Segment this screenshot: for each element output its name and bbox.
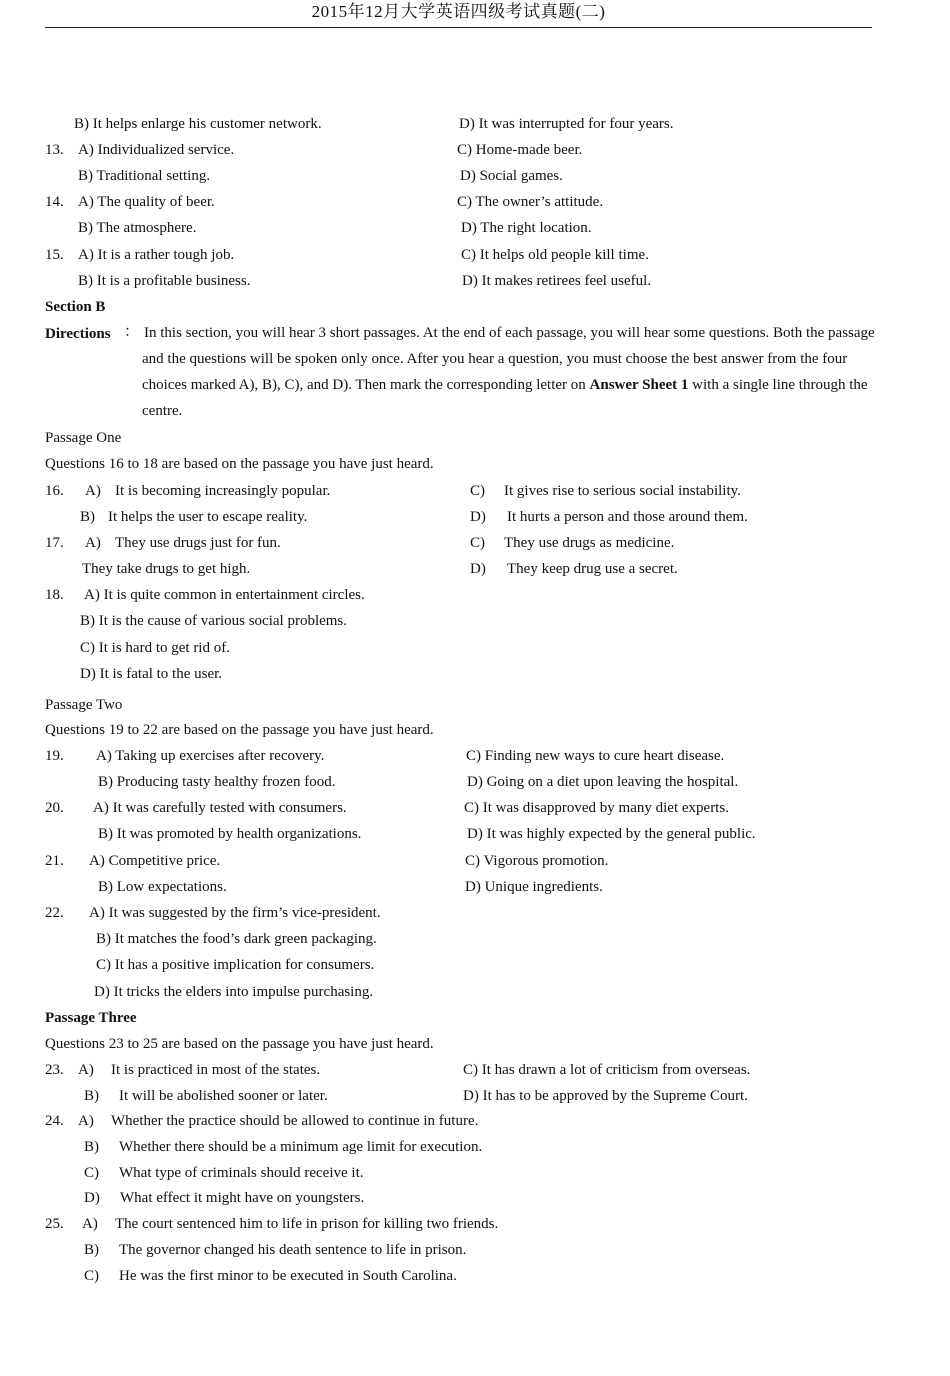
q18-option-c: C) It is hard to get rid of. [80,640,230,656]
q13-option-a: A) Individualized service. [78,142,235,158]
q19-option-c: C) Finding new ways to cure heart disease. [466,748,725,764]
q14-option-a: A) The quality of beer. [78,194,215,210]
q20-option-c: C) It was disapproved by many diet experts. [464,800,729,816]
q24-option-c: What type of criminals should receive it. [119,1165,364,1181]
q15-number: 15. [45,247,64,263]
q23-option-b: It will be abolished sooner or later. [119,1088,328,1104]
directions-text-pre: In this section, you will hear 3 short passages. At the end of each passage, you will hear some questions. Both the passage and the questions will be spoken only once. After you hear a question, you must choose the best answer from the four choices marked A), B), C), and D). Then mark the corresponding letter on [142,325,875,393]
q15-option-b: B) It is a profitable business. [78,273,251,289]
q20-option-d: D) It was highly expected by the general public. [467,826,756,842]
q22-option-c: C) It has a positive implication for consumers. [96,957,375,973]
q13-number: 13. [45,142,64,158]
q13-option-c: C) Home-made beer. [457,142,583,158]
passage-three-intro: Questions 23 to 25 are based on the passage you have just heard. [45,1036,434,1052]
q19-option-d: D) Going on a diet upon leaving the hospital. [467,774,739,790]
q15-option-a: A) It is a rather tough job. [78,247,235,263]
q25-label-a: A) [82,1216,98,1232]
q23-option-d: D) It has to be approved by the Supreme Court. [463,1088,748,1104]
q15-option-d: D) It makes retirees feel useful. [462,273,652,289]
q12-option-d: D) It was interrupted for four years. [459,116,674,132]
q25-label-b: B) [84,1242,99,1258]
q17-label-a: A) [85,535,101,551]
q16-option-b: It helps the user to escape reality. [108,509,308,525]
q22-number: 22. [45,905,64,921]
q18-option-d: D) It is fatal to the user. [80,666,223,682]
q17-option-b: They take drugs to get high. [82,561,251,577]
directions-text [142,320,880,424]
q17-number: 17. [45,535,64,551]
q18-option-b: B) It is the cause of various social problems. [80,613,348,629]
q16-label-d: D) [470,509,486,525]
q20-option-a: A) It was carefully tested with consumers. [93,800,347,816]
q23-option-c: C) It has drawn a lot of criticism from overseas. [463,1062,751,1078]
passage-one-title: Passage One [45,430,122,446]
q22-option-b: B) It matches the food’s dark green packaging. [96,931,377,947]
q17-option-c: They use drugs as medicine. [504,535,675,551]
q16-option-c: It gives rise to serious social instability. [504,483,741,499]
q16-option-d: It hurts a person and those around them. [507,509,748,525]
q17-option-d: They keep drug use a secret. [507,561,678,577]
q24-option-a: Whether the practice should be allowed to continue in future. [111,1113,479,1129]
q13-option-d: D) Social games. [460,168,563,184]
q20-number: 20. [45,800,64,816]
q23-option-a: It is practiced in most of the states. [111,1062,321,1078]
q23-label-b: B) [84,1088,99,1104]
q14-option-d: D) The right location. [461,220,592,236]
q22-option-a: A) It was suggested by the firm’s vice-president. [89,905,381,921]
q21-option-b: B) Low expectations. [98,879,227,895]
q15-option-c: C) It helps old people kill time. [461,247,649,263]
q24-option-b: Whether there should be a minimum age limit for execution. [119,1139,483,1155]
q16-number: 16. [45,483,64,499]
section-b-title: Section B [45,299,106,315]
q17-option-a: They use drugs just for fun. [115,535,281,551]
q20-option-b: B) It was promoted by health organizations. [98,826,362,842]
q24-option-d: What effect it might have on youngsters. [120,1190,365,1206]
q16-label-c: C) [470,483,485,499]
q16-label-b: B) [80,509,95,525]
q21-number: 21. [45,853,64,869]
q19-number: 19. [45,748,64,764]
q18-option-a: A) It is quite common in entertainment circles. [84,587,365,603]
q25-number: 25. [45,1216,64,1232]
directions-label: Directions [45,326,111,342]
q14-number: 14. [45,194,64,210]
q19-option-a: A) Taking up exercises after recovery. [96,748,325,764]
q25-label-c: C) [84,1268,99,1284]
q21-option-d: D) Unique ingredients. [465,879,603,895]
answer-sheet-ref: Answer Sheet 1 [589,377,689,393]
directions-text-post: with a single line through the centre. [142,377,868,419]
q16-option-a: It is becoming increasingly popular. [115,483,331,499]
q24-number: 24. [45,1113,64,1129]
q13-option-b: B) Traditional setting. [78,168,211,184]
q17-label-c: C) [470,535,485,551]
q14-option-b: B) The atmosphere. [78,220,197,236]
passage-one-intro: Questions 16 to 18 are based on the passage you have just heard. [45,456,434,472]
passage-two-title: Passage Two [45,697,123,713]
q24-label-b: B) [84,1139,99,1155]
passage-two-intro: Questions 19 to 22 are based on the passage you have just heard. [45,722,434,738]
q24-label-a: A) [78,1113,94,1129]
q12-option-b: B) It helps enlarge his customer network. [74,116,322,132]
q23-number: 23. [45,1062,64,1078]
q17-label-d: D) [470,561,486,577]
q22-option-d: D) It tricks the elders into impulse purchasing. [94,984,374,1000]
q21-option-a: A) Competitive price. [89,853,221,869]
q24-label-d: D) [84,1190,100,1206]
q18-number: 18. [45,587,64,603]
page-header: 2015年12月大学英语四级考试真题(二) [45,0,872,28]
q16-label-a: A) [85,483,101,499]
q19-option-b: B) Producing tasty healthy frozen food. [98,774,336,790]
q25-option-b: The governor changed his death sentence to life in prison. [119,1242,467,1258]
passage-three-title: Passage Three [45,1010,137,1026]
q21-option-c: C) Vigorous promotion. [465,853,609,869]
directions-colon: ： [124,324,140,340]
q23-label-a: A) [78,1062,94,1078]
q25-option-c: He was the first minor to be executed in South Carolina. [119,1268,457,1284]
q24-label-c: C) [84,1165,99,1181]
q25-option-a: The court sentenced him to life in prison for killing two friends. [115,1216,499,1232]
q14-option-c: C) The owner’s attitude. [457,194,604,210]
